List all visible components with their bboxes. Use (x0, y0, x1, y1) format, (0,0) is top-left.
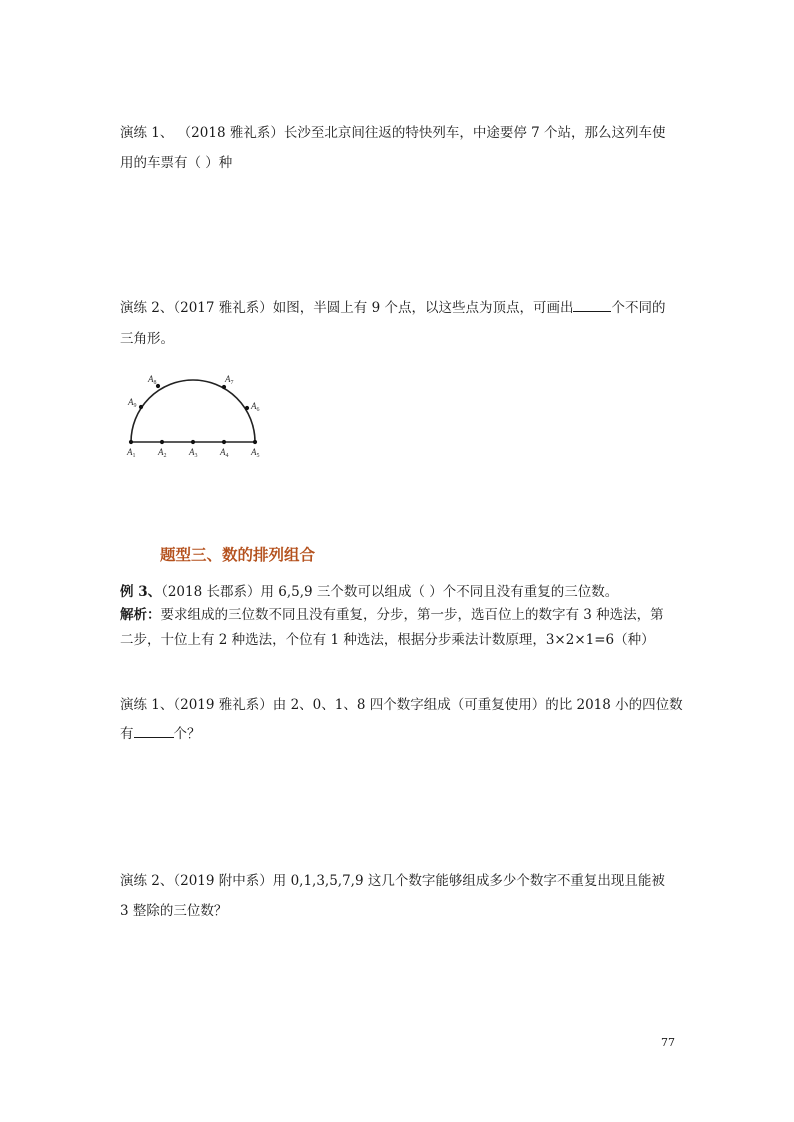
analysis-line-1 (120, 603, 664, 623)
exercise-4-line-1: 演练 2、（2019 附中系）用 0,1,3,5,7,9 这几个数字能够组成多少个数字不重复出现且能被 (120, 873, 665, 889)
example-3-text: （2018 长郡系）用 6,5,9 三个数可以组成（ ）个不同且没有重复的三位数。 (161, 584, 619, 600)
point-a6 (245, 406, 249, 410)
exercise-4-line-2: 3 整除的三位数？ (120, 903, 228, 919)
point-a3 (191, 440, 195, 444)
exercise-2-line-2: 三角形。 (120, 331, 174, 347)
label-a6: $A_6$ (251, 401, 260, 413)
exercise-3-text-end: 个？ (173, 726, 201, 742)
page-number: 77 (661, 1036, 675, 1049)
exercise-3-text: 有 (120, 726, 134, 742)
point-a2 (160, 440, 164, 444)
label-a7: $A_7$ (225, 374, 234, 386)
exercise-2-line-1 (120, 296, 665, 316)
point-a4 (222, 440, 226, 444)
example-3-line (120, 580, 618, 600)
exercise-3-line-1: 演练 1、（2019 雅礼系）由 2、0、1、8 四个数字组成（可重复使用）的比 2018 小的四位数 (120, 697, 683, 713)
exercise-1-line-1: 演练 1、 （2018 雅礼系）长沙至北京间往返的特快列车，中途要停 7 个站，那么这列车使 (120, 125, 666, 141)
label-a9: $A_9$ (128, 397, 137, 409)
semicircle-figure (118, 368, 278, 460)
analysis-text-1: 要求组成的三位数不同且没有重复，分步，第一步，选百位上的数字有 3 种选法，第 (160, 607, 664, 623)
exercise-2-text-end: 个不同的 (611, 300, 666, 316)
answer-blank (573, 297, 611, 312)
label-a2: $A_2$ (158, 447, 167, 459)
exercise-2-text: 演练 2、（2017 雅礼系）如图，半圆上有 9 个点，以这些点为顶点，可画出 (120, 300, 574, 316)
point-a7 (222, 385, 226, 389)
semicircle-arc (131, 380, 255, 442)
point-a9 (139, 405, 143, 409)
analysis-label: 解析： (120, 607, 161, 623)
label-a5: $A_5$ (251, 447, 260, 459)
exercise-1-line-2: 用的车票有（ ）种 (120, 155, 233, 171)
label-a3: $A_3$ (189, 447, 198, 459)
point-a5 (253, 440, 257, 444)
label-a8: $A_8$ (148, 374, 157, 386)
point-a8 (156, 384, 160, 388)
example-3-label: 例 3、 (120, 584, 162, 600)
exercise-3-line-2 (120, 722, 201, 742)
label-a4: $A_4$ (220, 447, 229, 459)
analysis-line-2: 二步，十位上有 2 种选法，个位有 1 种选法，根据分步乘法计数原理，3×2×1=6（种） (120, 632, 655, 648)
point-a1 (129, 440, 133, 444)
section-heading: 题型三、数的排列组合 (160, 546, 316, 564)
figure-points (129, 384, 257, 444)
answer-blank (134, 723, 174, 738)
label-a1: $A_1$ (127, 447, 136, 459)
